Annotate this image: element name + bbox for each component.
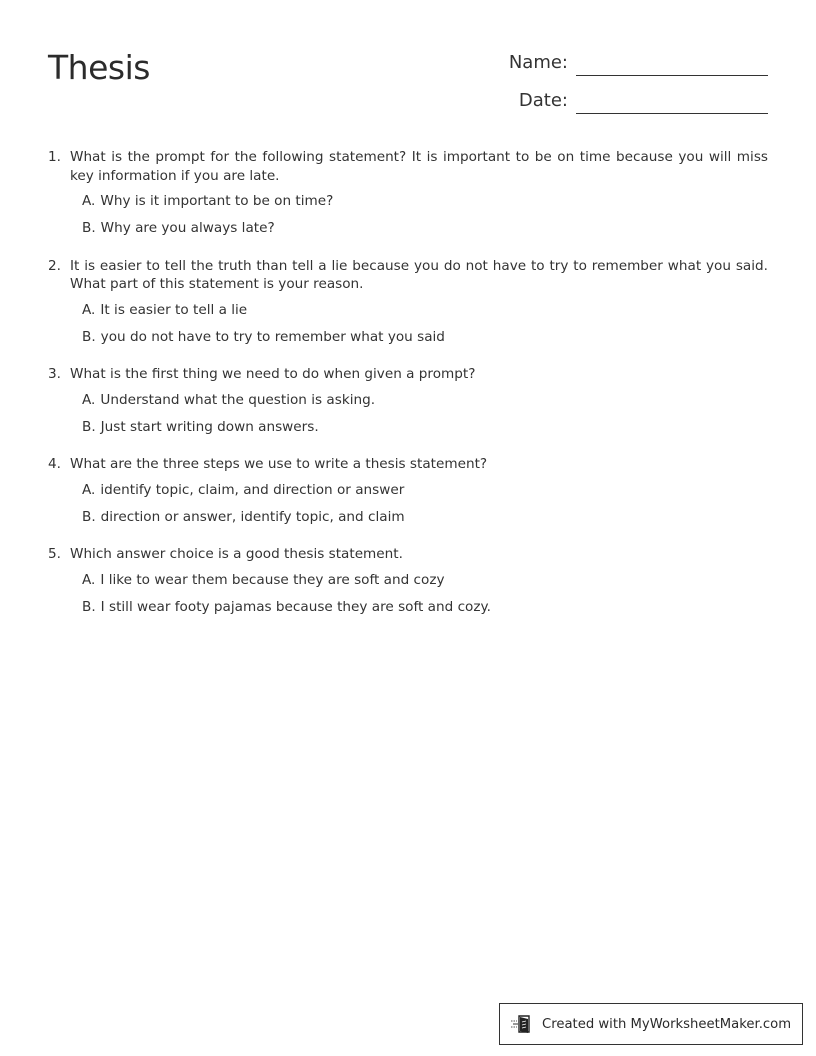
date-blank-line	[576, 89, 768, 114]
question-text: What is the first thing we need to do when given a prompt?	[70, 366, 476, 382]
question-1	[48, 148, 768, 238]
question-list	[48, 148, 768, 635]
worksheet-maker-logo-icon	[510, 1013, 536, 1035]
question-3	[48, 365, 768, 436]
date-label: Date:	[518, 90, 568, 111]
name-blank-line	[576, 51, 768, 76]
question-text: What is the prompt for the following statement? It is important to be on time because you will miss key information if you are late.	[70, 149, 768, 184]
question-4	[48, 455, 768, 526]
question-number: 4.	[48, 456, 61, 472]
option-letter: B.	[82, 220, 96, 236]
option-text: I like to wear them because they are soft and cozy	[100, 571, 445, 588]
question-2	[48, 257, 768, 347]
question-text: Which answer choice is a good thesis statement.	[70, 546, 403, 562]
option-letter: B.	[82, 328, 96, 345]
option-a	[82, 391, 768, 410]
option-letter: B.	[82, 598, 96, 615]
question-number: 3.	[48, 366, 61, 382]
option-letter: B.	[82, 418, 96, 435]
option-letter: A.	[82, 391, 96, 408]
option-text: Why are you always late?	[100, 220, 275, 236]
question-5	[48, 545, 768, 616]
option-letter: A.	[82, 571, 96, 588]
option-b	[82, 219, 768, 238]
option-a	[82, 571, 768, 590]
date-field	[498, 88, 768, 114]
option-text: It is easier to tell a lie	[100, 301, 248, 318]
page-title: Thesis	[48, 48, 150, 87]
option-text: Just start writing down answers.	[100, 418, 319, 435]
option-text: Why is it important to be on time?	[100, 193, 334, 209]
question-text: It is easier to tell the truth than tell a lie because you do not have to try to remember what you said. What part of this statement is your reason.	[70, 257, 768, 292]
option-letter: A.	[82, 193, 96, 209]
footer-credit-badge	[499, 1003, 803, 1045]
question-number: 2.	[48, 257, 61, 274]
question-text: What are the three steps we use to write a thesis statement?	[70, 456, 488, 472]
option-text: Understand what the question is asking.	[100, 391, 376, 408]
option-a	[82, 481, 768, 500]
option-text: you do not have to try to remember what you said	[100, 328, 445, 345]
option-text: identify topic, claim, and direction or answer	[100, 481, 405, 498]
option-a	[82, 301, 768, 320]
name-field	[498, 50, 768, 76]
option-a	[82, 192, 768, 211]
question-number: 1.	[48, 149, 61, 165]
option-b	[82, 418, 768, 437]
option-letter: A.	[82, 481, 96, 498]
option-b	[82, 598, 768, 617]
footer-credit-text: Created with MyWorksheetMaker.com	[542, 1016, 792, 1032]
option-text: direction or answer, identify topic, and claim	[100, 508, 405, 525]
question-number: 5.	[48, 546, 61, 562]
name-label: Name:	[508, 52, 568, 73]
option-text: I still wear footy pajamas because they are soft and cozy.	[100, 598, 491, 615]
option-b	[82, 508, 768, 527]
option-letter: A.	[82, 301, 96, 318]
option-letter: B.	[82, 508, 96, 525]
option-b	[82, 328, 768, 347]
